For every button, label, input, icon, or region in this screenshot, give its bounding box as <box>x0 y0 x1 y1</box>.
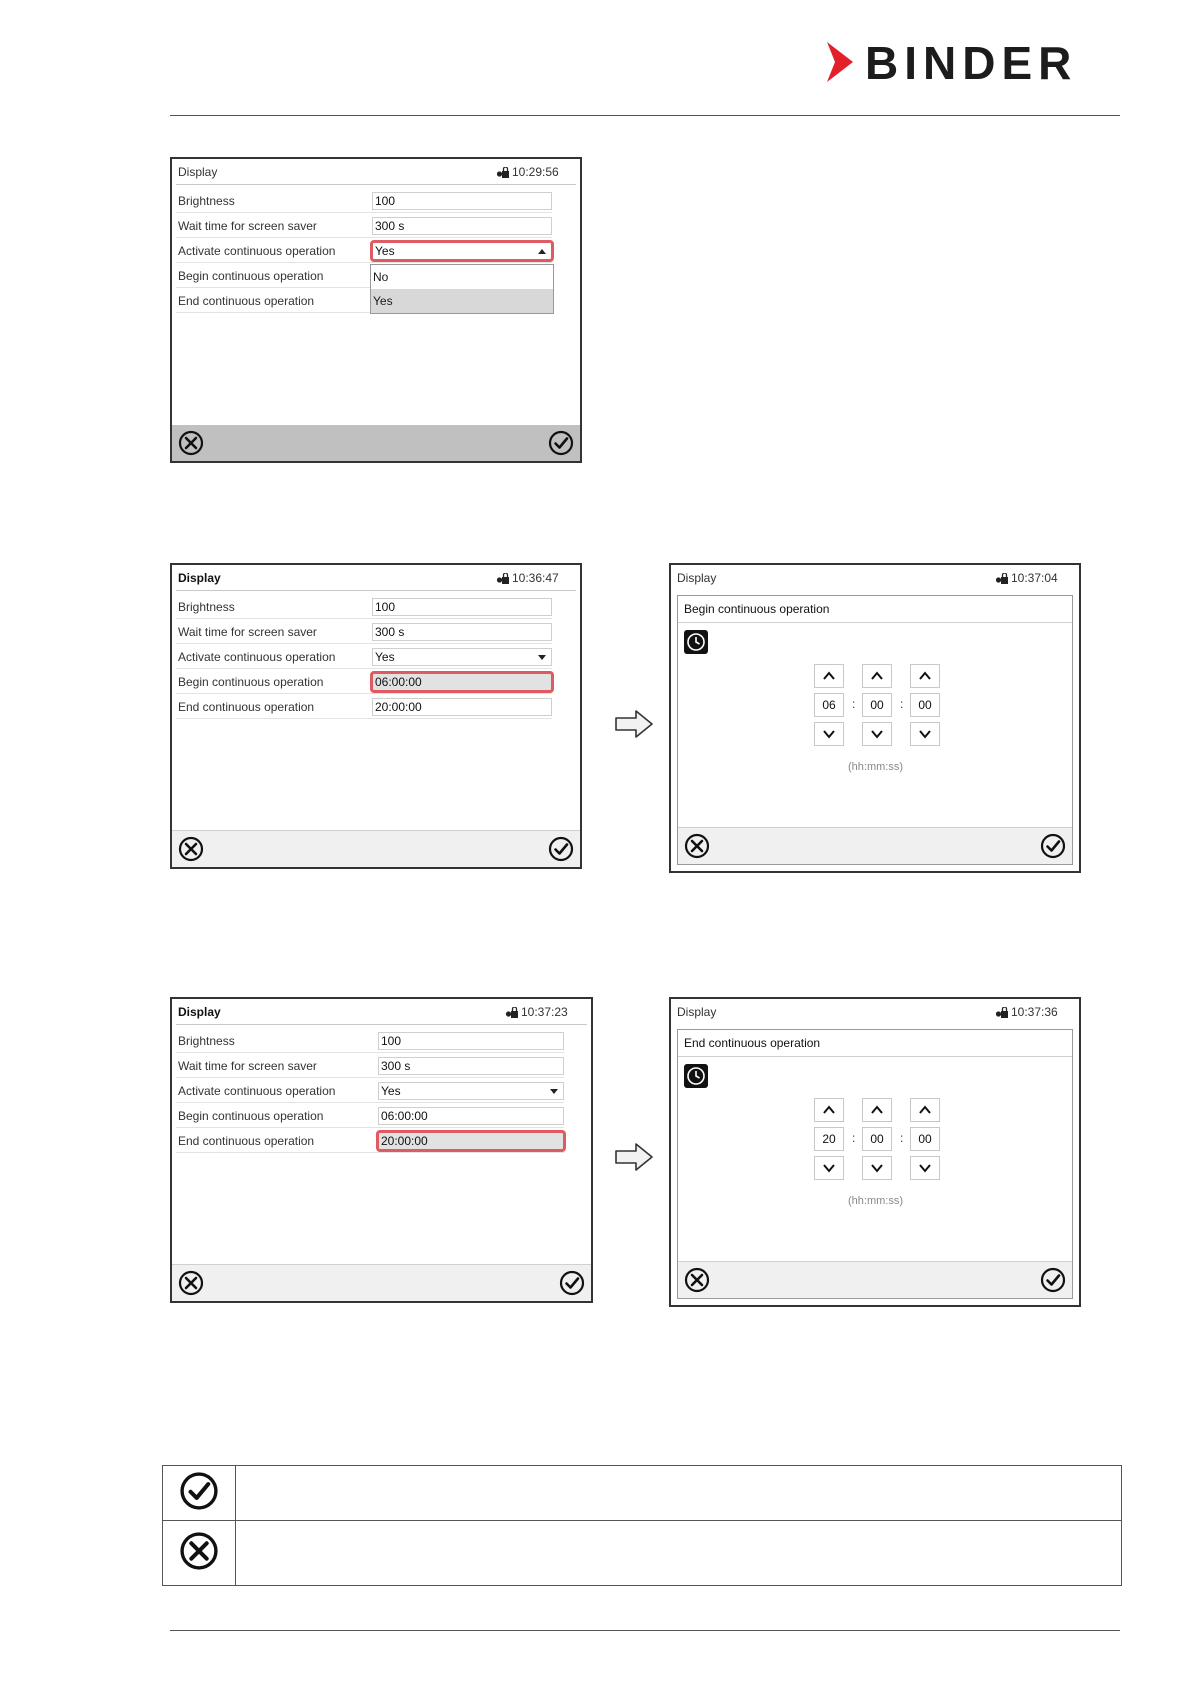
hours-down-button[interactable] <box>814 1156 844 1180</box>
setting-label: End continuous operation <box>178 294 315 308</box>
screensaver-field[interactable]: 300 s <box>372 217 552 235</box>
display-screen-begin-selected <box>170 563 582 869</box>
brightness-field[interactable]: 100 <box>378 1032 564 1050</box>
editor-heading: Begin continuous operation <box>678 596 1072 623</box>
footer-rule <box>170 1630 1120 1631</box>
screen-title: Display <box>178 1005 221 1019</box>
screen-time: 10:37:23 <box>521 1005 568 1019</box>
minutes-up-button[interactable] <box>862 664 892 688</box>
setting-label: End continuous operation <box>178 700 315 714</box>
screen-footer <box>172 425 580 461</box>
right-arrow-icon <box>614 1141 654 1173</box>
setting-label: Wait time for screen saver <box>178 625 317 639</box>
setting-label: Activate continuous operation <box>178 1084 336 1098</box>
setting-row-brightness <box>176 595 556 619</box>
activate-select[interactable] <box>370 240 554 262</box>
legend-row-confirm <box>163 1466 1122 1521</box>
hours-field[interactable]: 06 <box>814 693 844 717</box>
begin-time-field[interactable]: 06:00:00 <box>378 1107 564 1125</box>
hours-up-button[interactable] <box>814 664 844 688</box>
time-separator: : <box>852 1131 856 1145</box>
confirm-icon[interactable] <box>1040 1267 1066 1293</box>
clock-icon <box>684 1064 708 1088</box>
begin-time-editor-screen <box>669 563 1081 873</box>
setting-label: Begin continuous operation <box>178 1109 324 1123</box>
dropdown-option-no[interactable]: No <box>373 270 389 284</box>
legend-icon-cell <box>163 1466 236 1521</box>
setting-row-end <box>176 695 556 719</box>
setting-label: Brightness <box>178 600 235 614</box>
cancel-icon[interactable] <box>178 836 204 862</box>
title-divider <box>176 1024 587 1025</box>
setting-label: Wait time for screen saver <box>178 219 317 233</box>
time-format-hint: (hh:mm:ss) <box>848 1195 903 1207</box>
minutes-down-button[interactable] <box>862 722 892 746</box>
clock-icon <box>684 630 708 654</box>
seconds-up-button[interactable] <box>910 664 940 688</box>
caret-down-icon <box>538 655 546 660</box>
setting-label: End continuous operation <box>178 1134 315 1148</box>
caret-up-icon <box>538 249 546 254</box>
time-separator: : <box>900 1131 904 1145</box>
screen-time: 10:29:56 <box>512 165 559 179</box>
setting-label: Activate continuous operation <box>178 650 336 664</box>
cancel-icon[interactable] <box>684 1267 710 1293</box>
legend-icon-cell <box>163 1521 236 1586</box>
setting-row-brightness <box>176 189 556 213</box>
legend-text-cell <box>236 1521 1122 1586</box>
begin-time-field[interactable]: 06:00:00 <box>370 671 554 693</box>
seconds-field[interactable]: 00 <box>910 1127 940 1151</box>
title-divider <box>176 184 576 185</box>
setting-row-activate <box>176 1079 568 1103</box>
seconds-down-button[interactable] <box>910 1156 940 1180</box>
end-time-field[interactable]: 20:00:00 <box>372 698 552 716</box>
setting-label: Begin continuous operation <box>178 269 324 283</box>
cancel-icon <box>179 1531 219 1571</box>
screen-title: Display <box>178 165 218 179</box>
lock-icon <box>505 1007 519 1019</box>
dropdown-option-yes[interactable]: Yes <box>371 289 553 313</box>
screen-time: 10:37:36 <box>1011 1005 1058 1019</box>
setting-label: Brightness <box>178 1034 235 1048</box>
setting-row-activate <box>176 645 556 669</box>
confirm-icon[interactable] <box>548 836 574 862</box>
time-editor-panel <box>677 1029 1073 1299</box>
activate-select-value: Yes <box>381 1084 401 1098</box>
time-separator: : <box>852 697 856 711</box>
screen-footer <box>172 830 580 867</box>
confirm-icon[interactable] <box>1040 833 1066 859</box>
lock-icon <box>496 167 510 179</box>
lock-icon <box>995 1007 1009 1019</box>
confirm-icon <box>179 1471 219 1511</box>
activate-dropdown-list <box>370 264 554 314</box>
setting-row-screensaver <box>176 1054 568 1078</box>
icon-legend-table <box>162 1465 1122 1586</box>
setting-row-begin <box>176 670 556 694</box>
legend-text-cell <box>236 1466 1122 1521</box>
setting-row-end <box>176 1129 568 1153</box>
end-time-editor-screen <box>669 997 1081 1307</box>
brightness-field[interactable]: 100 <box>372 598 552 616</box>
lock-icon <box>496 573 510 585</box>
brightness-field[interactable]: 100 <box>372 192 552 210</box>
hours-field[interactable]: 20 <box>814 1127 844 1151</box>
hours-up-button[interactable] <box>814 1098 844 1122</box>
confirm-icon[interactable] <box>559 1270 585 1296</box>
setting-row-begin <box>176 1104 568 1128</box>
screen-time: 10:37:04 <box>1011 571 1058 585</box>
seconds-up-button[interactable] <box>910 1098 940 1122</box>
cancel-icon[interactable] <box>178 430 204 456</box>
hours-down-button[interactable] <box>814 722 844 746</box>
setting-label: Wait time for screen saver <box>178 1059 317 1073</box>
screen-footer <box>678 827 1072 864</box>
minutes-field[interactable]: 00 <box>862 1127 892 1151</box>
legend-row-cancel <box>163 1521 1122 1586</box>
screensaver-field[interactable]: 300 s <box>378 1057 564 1075</box>
end-time-field[interactable]: 20:00:00 <box>376 1130 566 1152</box>
minutes-field[interactable]: 00 <box>862 693 892 717</box>
setting-row-activate <box>176 239 556 263</box>
caret-down-icon <box>550 1089 558 1094</box>
binder-logo <box>825 38 1125 88</box>
title-divider <box>176 590 576 591</box>
activate-select-value: Yes <box>375 650 395 664</box>
screen-title: Display <box>677 571 717 585</box>
activate-select[interactable] <box>372 648 552 666</box>
screen-footer <box>172 1264 591 1301</box>
screen-time: 10:36:47 <box>512 571 559 585</box>
brand-name: BINDER <box>865 37 1078 89</box>
logo-mark-icon <box>825 40 855 84</box>
cancel-icon[interactable] <box>684 833 710 859</box>
activate-select[interactable] <box>378 1082 564 1100</box>
time-editor-panel <box>677 595 1073 865</box>
setting-row-screensaver <box>176 214 556 238</box>
minutes-down-button[interactable] <box>862 1156 892 1180</box>
time-separator: : <box>900 697 904 711</box>
screen-title: Display <box>677 1005 717 1019</box>
seconds-field[interactable]: 00 <box>910 693 940 717</box>
header-rule <box>170 115 1120 116</box>
cancel-icon[interactable] <box>178 1270 204 1296</box>
setting-row-screensaver <box>176 620 556 644</box>
lock-icon <box>995 573 1009 585</box>
activate-select-value: Yes <box>375 244 395 258</box>
confirm-icon[interactable] <box>548 430 574 456</box>
minutes-up-button[interactable] <box>862 1098 892 1122</box>
screen-title: Display <box>178 571 221 585</box>
setting-label: Activate continuous operation <box>178 244 336 258</box>
screensaver-field[interactable]: 300 s <box>372 623 552 641</box>
setting-label: Begin continuous operation <box>178 675 324 689</box>
editor-heading: End continuous operation <box>678 1030 1072 1057</box>
setting-label: Brightness <box>178 194 235 208</box>
setting-row-brightness <box>176 1029 568 1053</box>
right-arrow-icon <box>614 708 654 740</box>
display-screen-end-selected <box>170 997 593 1303</box>
screen-footer <box>678 1261 1072 1298</box>
time-format-hint: (hh:mm:ss) <box>848 761 903 773</box>
seconds-down-button[interactable] <box>910 722 940 746</box>
display-screen-dropdown <box>170 157 582 463</box>
